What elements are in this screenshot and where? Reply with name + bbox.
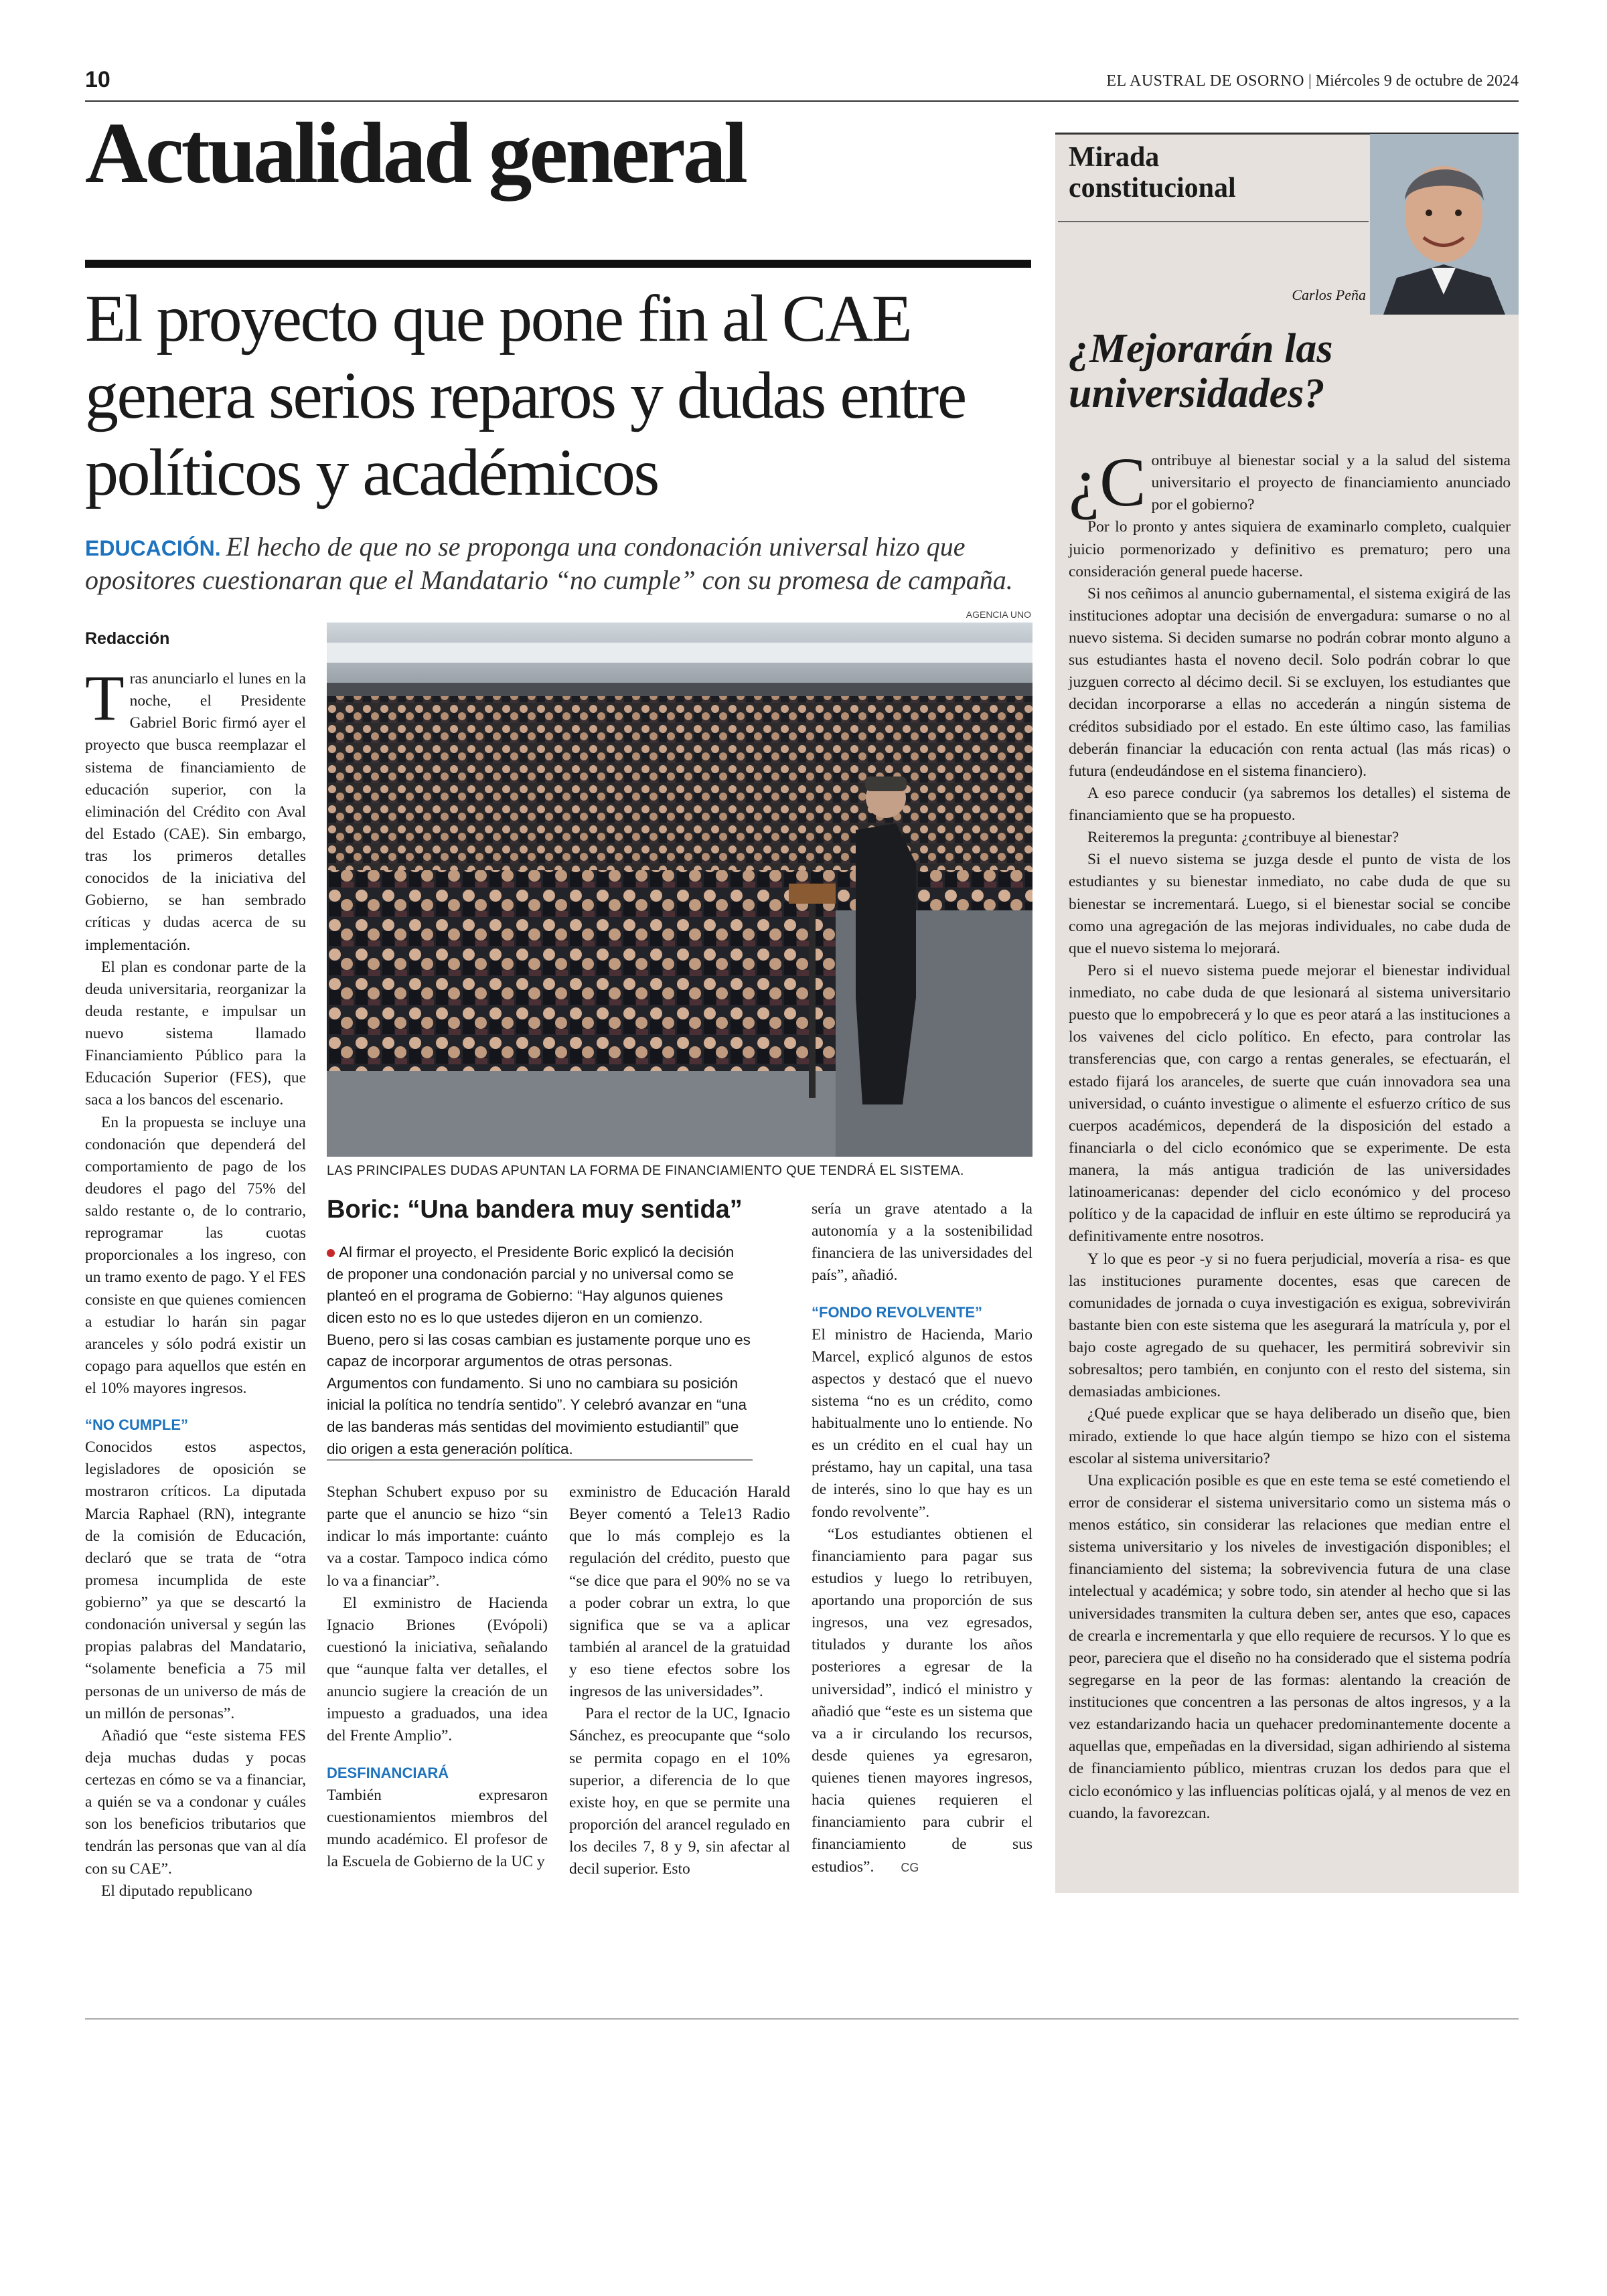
page-number: 10 (85, 67, 110, 92)
paragraph: Conocidos estos aspectos, legisladores de oposición se mostraron críticos. La diputada Marcia Raphael (RN), integrante de la comisión de Educación, declaró que se trata de “otra promesa incumplida de este gobierno” ya que se descartó la condonación universal y según las propias palabras del Mandatario, “solamente beneficia a 75 mil personas de un universo de más de un millón de personas”. (85, 1439, 306, 1722)
sidebar-separator (1058, 221, 1369, 222)
masthead: EL AUSTRAL DE OSORNO | Miércoles 9 de octubre de 2024 (1106, 72, 1519, 90)
section-title: Actualidad general (85, 105, 746, 201)
paragraph: El plan es condonar parte de la deuda universitaria, reorganizar la deuda restante, e impulsar un nuevo sistema llamado Financiamiento Público para la Educación Superior (FES), que saca a los bancos del escenario. (85, 958, 306, 1109)
headline-rule (85, 260, 1031, 268)
photo-speaker (856, 823, 916, 1104)
subhead-fondo-revolvente: “FONDO REVOLVENTE” (812, 1303, 983, 1321)
paragraph: Si el nuevo sistema se juzga desde el punto de vista de los estudiantes y su bienestar inmediato, no cabe duda de que su bienestar se incrementará. Luego, si el bienestar social se concibe como una agregación de las mejoras individuales, no cabe duda de que el nuevo sistema lo mejorará. (1069, 851, 1511, 957)
article-column-4 (812, 1198, 1032, 1878)
kicker-tag: EDUCACIÓN. (85, 536, 221, 560)
article-column-1 (85, 662, 306, 1902)
drop-cap: T (85, 662, 125, 734)
photo-credit: AGENCIA UNO (966, 609, 1031, 620)
paragraph: Reiteremos la pregunta: ¿contribuye al bienestar? (1087, 829, 1399, 847)
article-column-2 (327, 1481, 548, 1873)
main-photo (327, 623, 1032, 1157)
column-text (1069, 444, 1511, 1825)
paragraph: ¿Qué puede explicar que se haya deliberado un diseño que, bien mirado, extiende lo que hace algún tiempo se hizo con el sistema escolar al sistema universitario? (1069, 1405, 1511, 1467)
newspaper-name: EL AUSTRAL DE OSORNO (1106, 72, 1304, 90)
paragraph: Para el rector de la UC, Ignacio Sánchez, es preocupante que “solo se permita copago en el 10% superior, a diferencia de lo que existe hoy, en que se permite una proporción del arancel regulado en los deciles 7, 8 y 9, sin afectar al decil superior. Esto (569, 1705, 790, 1878)
paragraph: A eso parece conducir (ya sabremos los detalles) el sistema de financiamiento que se ha propuesto. (1069, 784, 1511, 824)
author-photo (1370, 134, 1519, 315)
photo-speaker-cap (865, 776, 907, 791)
subhead-desfinanciara: DESFINANCIARÁ (327, 1764, 449, 1781)
issue-date: Miércoles 9 de octubre de 2024 (1315, 72, 1519, 90)
paragraph: Si nos ceñimos al anuncio gubernamental, el sistema exigirá de las instituciones adoptar una decisión de envergadura: sumarse o no al nuevo sistema. Si deciden sumarse no podrán cobrar monto alguno a sus estudiantes hasta el noveno decil. Solo podrán cobrar lo que juzguen correcto al décimo decil. Si se excluyen, los estudiantes que decidan incorporarse a ellas no accederán a ningún sistema de créditos subsidiado por el estado. En este último caso, las familias deberán financiar la educación con renta actual (las más ricas) o futura (endeudándose en el sistema financiero). (1069, 584, 1511, 780)
box-title: Boric: “Una bandera muy sentida” (327, 1196, 743, 1224)
author-portrait (1370, 134, 1519, 315)
photo-podium (789, 884, 836, 904)
photo-illustration (327, 623, 1032, 1157)
paragraph: Pero si el nuevo sistema puede mejorar el bienestar individual inmediato, no cabe duda de que lesionará al sistema universitario puesto que lo empobrecerá y lo que es peor atará a las instituciones a los vaivenes del ciclo político. En efecto, para controlar las transferencias que, con cargo a rentas generales, se efectuarán, el estado fijará los aranceles, de suerte que cuán innovadora sea una universidad, o cuánto investigue o alimente el esfuerzo crítico de sus cuerpos académicos, dependerá de la disposición del estado a financiarla o del ciclo económico que se experimente. De esta manera, la más antigua tradición de las universidades latinoamericanas: depender del ciclo económico y del proceso político y de la capacidad de influir en este último se reproducirá ya definitivamente entre nosotros. (1069, 961, 1511, 1246)
paragraph: El ministro de Hacienda, Mario Marcel, explicó algunos de estos aspectos y destacó que el nuevo sistema “no es un crédito, como habitualmente uno lo entiende. No es un crédito en el cual hay un préstamo, hay un capital, una tasa de interés, sino lo que hay es un fondo revolvente”. (812, 1325, 1032, 1521)
top-rule (85, 100, 1519, 102)
article-kicker (85, 530, 1036, 597)
paragraph: sería un grave atentado a la autonomía y a la sostenibilidad financiera de las universidades del país”, añadió. (812, 1200, 1032, 1285)
paragraph: “Los estudiantes obtienen el financiamiento para pagar sus estudios y luego lo retribuyen, aportando una proporción de sus ingresos, una vez egresados, titulados y durante los años posteriores a egresar de la universidad”, indicó el ministro y añadió que “este es un sistema que va a ir circulando los recursos, desde quienes ya egresaron, quienes tienen mayores ingresos, hacia quienes requieren el financiamiento para cubrir el financiamiento de sus estudios”. CG (812, 1525, 1032, 1876)
paragraph: Por lo pronto y antes siquiera de examinarlo completo, cualquier juicio pormenorizado y definitivo es prematuro; pero una consideración general puede hacerse. (1069, 518, 1511, 580)
paragraph: El diputado republicano (101, 1882, 252, 1900)
bullet-dot (327, 1249, 335, 1257)
paragraph: ¿C ontribuye al bienestar social y a la salud del sistema universitario el proyecto de financiamiento anunciado por el gobierno? (1069, 444, 1511, 521)
photo-crowd-back (327, 696, 1032, 870)
paragraph: Stephan Schubert expuso por su parte que el anuncio se hizo “sin indicar lo más importante: cuánto va a costar. Tampoco indica cómo lo va a financiar”. (327, 1483, 548, 1590)
paragraph: En la propuesta se incluye una condonación que dependerá del comportamiento de pago de los deudores el pago del 75% del saldo restante o, de lo contrario, reprogramar las cuotas proporcionales a los ingreso, con un tramo exento de pago. Y el FES consiste en que quienes comiencen a estudiar lo harán sin pagar aranceles y sólo podrá existir un copago para aquellos que estén en el 10% mayores ingresos. (85, 1113, 306, 1397)
drop-cap: ¿C (1069, 444, 1146, 521)
column-title: ¿Mejorarán las universidades? (1069, 326, 1333, 416)
paragraph: Una explicación posible es que en este tema se esté cometiendo el error de considerar el sistema universitario como un sistema más o menos estático, sin considerar las relaciones que median entre el sistema universitario y los niveles de investigación disponibles; el financiamiento del sistema; la sobrevivencia futura de una clase intelectual y académica; y sobre todo, sin atender al hecho que si las universidades transmiten la cultura deben ser, antes que eso, capaces de crearla e incrementarla y que ello requiere de recursos. Y lo que es peor, pareciera que el diseño no ha considerado que el sistema podría segregarse en la peor de las formas: alentando la creación de instituciones que concentren a las personas de altos ingresos, y a la vez estandarizando hacia un quehacer predominantemente docente a aquellas que, empeñadas en la diversidad, sigan adhiriendo al sistema de financiamiento público, mientras cruzan los dedos para que el ciclo económico y las influencias políticas ojalá, y al menos de vez en cuando, la favorezcan. (1069, 1471, 1511, 1822)
paragraph: exministro de Educación Harald Beyer comentó a Tele13 Radio que lo más complejo es la regulación del crédito, puesto que “se dice que para el 90% no se va a poder cobrar un extra, lo que significa que se va a aplicar también al arancel de la gratuidad y eso tiene efectos sobre los ingresos de las universidades”. (569, 1483, 790, 1701)
box-rule (327, 1459, 753, 1461)
article-headline: El proyecto que pone fin al CAE genera serios reparos y dudas entre políticos y académicos (85, 281, 966, 509)
paragraph: El exministro de Hacienda Ignacio Briones (Evópoli) cuestionó la iniciativa, señalando que “aunque falta ver detalles, el anuncio sugiere la creación de un impuesto a graduados, una idea del Frente Amplio”. (327, 1594, 548, 1745)
byline: Redacción (85, 629, 170, 648)
photo-caption: LAS PRINCIPALES DUDAS APUNTAN LA FORMA DE FINANCIAMIENTO QUE TENDRÁ EL SISTEMA. (327, 1163, 964, 1178)
paragraph: También expresaron cuestionamientos miembros del mundo académico. El profesor de la Escuela de Gobierno de la UC y (327, 1786, 548, 1870)
article-column-3 (569, 1481, 790, 1880)
box-text: Al firmar el proyecto, el Presidente Boric explicó la decisión de proponer una condonación parcial y no universal como se planteó en el programa de Gobierno: “Hay algunos quienes dicen esto no es lo que ustedes dijeron en un comienzo. Bueno, pero si las cosas cambian es justamente porque uno es capaz de incorporar argumentos de otras personas. Argumentos con fundamento. Si uno no cambiara su posición inicial la política no tendría sentido”. Y celebró avanzar en “una de las banderas más sentidas del movimiento estudiantil” que dio origen a esta generación política. (327, 1244, 751, 1457)
end-mark: CG (901, 1860, 919, 1874)
kicker-text: El hecho de que no se proponga una condonación universal hizo que opositores cuestionaran que el Mandatario “no cumple” con su promesa de campaña. (85, 531, 1013, 595)
photo-podium-stand (809, 904, 816, 1098)
paragraph: Y lo que es peor -y si no fuera perjudicial, movería a risa- es que las instituciones puramente docentes, esas que carecen de comunidades de jornada o cuya investigación es exigua, sobrevivirán bastante bien con este sistema que les asegurará la matrícula y, por el bajo coste agregado de su quehacer, les permitirá sobrevivir sin sobresaltos; pero también, en conjunto con el resto del sistema, sin demasiadas ambiciones. (1069, 1250, 1511, 1401)
column-label: Mirada constitucional (1069, 142, 1236, 204)
author-name: Carlos Peña (1292, 286, 1366, 303)
subhead-no-cumple: “NO CUMPLE” (85, 1416, 188, 1434)
bottom-rule (85, 2018, 1519, 2020)
photo-tent-roof (327, 643, 1032, 663)
paragraph: Tras anunciarlo el lunes en la noche, el Presidente Gabriel Boric firmó ayer el proyecto que busca reemplazar el sistema de financiamiento de educación superior, con la eliminación del Crédito con Aval del Estado (CAE). Sin embargo, tras los primeros detalles conocidos de la iniciativa del Gobierno, se han sembrado críticas y dudas acerca de su implementación. (85, 662, 306, 954)
paragraph: Añadió que “este sistema FES deja muchas dudas y pocas certezas en cómo se va a financiar, a quién se va a condonar y cuáles son los beneficios tributarios que tendrán las personas que van al día con su CAE”. (85, 1726, 306, 1878)
